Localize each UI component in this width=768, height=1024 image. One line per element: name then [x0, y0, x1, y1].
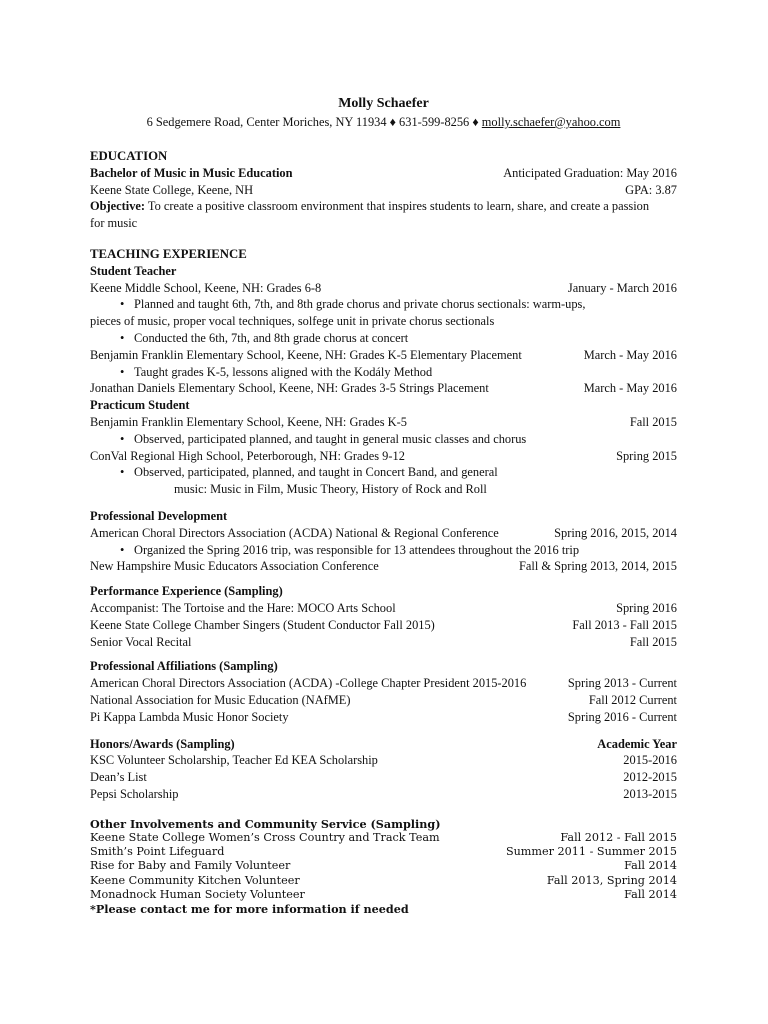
entry-text: Monadnock Human Society Volunteer	[90, 887, 305, 901]
job-row	[90, 280, 677, 297]
job-date: January - March 2016	[567, 280, 677, 295]
entry-row	[90, 845, 677, 859]
entry-text: KSC Volunteer Scholarship, Teacher Ed KEA Scholarship	[90, 753, 378, 768]
footnote: *Please contact me for more information if needed	[90, 901, 409, 916]
entry-date: Fall 2015	[629, 634, 677, 649]
other-involvements-section	[90, 817, 677, 916]
degree: Bachelor of Music in Music Education	[90, 165, 293, 180]
objective-label: Objective:	[90, 199, 146, 214]
entry-row	[90, 769, 677, 786]
entry-date: Spring 2013 - Current	[567, 676, 677, 691]
entry-row	[90, 709, 677, 726]
entry-row	[90, 888, 677, 902]
entry-row	[90, 558, 677, 575]
entry-text: Senior Vocal Recital	[90, 634, 192, 649]
entry-row	[90, 692, 677, 709]
bullet-item: • Organized the Spring 2016 trip, was responsible for 13 attendees throughout the 2016 trip	[90, 542, 677, 559]
entry-date: Spring 2016	[616, 600, 677, 615]
entry-date: Summer 2011 - Summer 2015	[505, 845, 677, 859]
education-heading: EDUCATION	[90, 149, 168, 163]
teaching-heading: TEACHING EXPERIENCE	[90, 246, 247, 261]
entry-text: Pepsi Scholarship	[90, 786, 179, 801]
entry-text: Keene State College Chamber Singers (Student Conductor Fall 2015)	[90, 617, 435, 632]
entry-text: Pi Kappa Lambda Music Honor Society	[90, 709, 289, 724]
job-title: Jonathan Daniels Elementary School, Keene, NH: Grades 3-5 Strings Placement	[90, 381, 489, 396]
entry-date: Fall 2012 - Fall 2015	[560, 830, 677, 844]
bullet-continuation: music: Music in Film, Music Theory, History of Rock and Roll	[174, 482, 487, 497]
entry-date: Fall 2014	[624, 887, 677, 901]
contact-line	[90, 115, 677, 130]
entry-date: Fall 2014	[624, 859, 677, 873]
entry-row	[90, 874, 677, 888]
entry-date: Fall 2013, Spring 2014	[546, 873, 677, 887]
bullet-continuation: pieces of music, proper vocal techniques, solfege unit in private chorus sectionals	[90, 314, 495, 329]
entry-row	[90, 675, 677, 692]
honors-section	[90, 736, 677, 803]
job-row	[90, 414, 677, 431]
job-date: March - May 2016	[583, 381, 677, 396]
practicum-heading: Practicum Student	[90, 398, 190, 413]
entry-date: 2013-2015	[623, 786, 677, 801]
resume	[90, 92, 677, 916]
address-phone: 6 Sedgemere Road, Center Moriches, NY 11934 ♦ 631-599-8256 ♦	[146, 115, 479, 129]
objective-text-cont: for music	[90, 216, 138, 231]
bullet-item: • Planned and taught 6th, 7th, and 8th grade chorus and private chorus sectionals: warm-ups,	[90, 296, 677, 313]
entry-row	[90, 859, 677, 873]
entry-date: Spring 2016, 2015, 2014	[554, 525, 677, 540]
entry-row	[90, 600, 677, 617]
education-section	[90, 148, 677, 232]
entry-row	[90, 525, 677, 542]
entry-text: American Choral Directors Association (ACDA) -College Chapter President 2015-2016	[90, 676, 527, 691]
entry-date: Fall & Spring 2013, 2014, 2015	[519, 559, 677, 574]
entry-date: Fall 2013 - Fall 2015	[572, 617, 677, 632]
entry-text: National Association for Music Education (NAfME)	[90, 692, 351, 707]
entry-text: Accompanist: The Tortoise and the Hare: MOCO Arts School	[90, 600, 396, 615]
entry-text: Rise for Baby and Family Volunteer	[90, 859, 291, 873]
degree-row	[90, 165, 677, 182]
entry-text: Smith’s Point Lifeguard	[90, 845, 225, 859]
bullet-item: • Observed, participated planned, and taught in general music classes and chorus	[90, 431, 677, 448]
professional-development-heading: Professional Development	[90, 508, 228, 523]
entry-date: Spring 2016 - Current	[567, 709, 677, 724]
email-link[interactable]: molly.schaefer@yahoo.com	[481, 115, 621, 129]
objective-text: To create a positive classroom environment that inspires students to learn, share, and create a passion	[145, 199, 650, 214]
job-title: Benjamin Franklin Elementary School, Keene, NH: Grades K-5	[90, 414, 407, 429]
bullet-item: • Observed, participated, planned, and taught in Concert Band, and general	[90, 464, 677, 481]
teaching-section	[90, 246, 677, 498]
entry-row	[90, 831, 677, 845]
entry-row	[90, 786, 677, 803]
professional-development-section	[90, 508, 677, 575]
job-title: Benjamin Franklin Elementary School, Keene, NH: Grades K-5 Elementary Placement	[90, 347, 522, 362]
entry-date: Fall 2012 Current	[588, 692, 677, 707]
job-title: Keene Middle School, Keene, NH: Grades 6-8	[90, 280, 322, 295]
candidate-name: Molly Schaefer	[338, 96, 429, 111]
academic-year-heading: Academic Year	[597, 736, 677, 751]
job-row	[90, 347, 677, 364]
entry-date: 2012-2015	[623, 770, 677, 785]
entry-text: New Hampshire Music Educators Association Conference	[90, 559, 379, 574]
honors-heading: Honors/Awards (Sampling)	[90, 736, 235, 751]
job-date: Spring 2015	[616, 448, 677, 463]
other-involvements-heading: Other Involvements and Community Service (Sampling)	[90, 816, 441, 831]
bullet-item: • Conducted the 6th, 7th, and 8th grade chorus at concert	[90, 330, 677, 347]
honors-heading-row	[90, 736, 677, 753]
entry-row	[90, 617, 677, 634]
entry-text: Keene State College Women’s Cross Country and Track Team	[90, 830, 440, 844]
affiliations-section	[90, 658, 677, 725]
performance-heading: Performance Experience (Sampling)	[90, 584, 283, 599]
entry-date: 2015-2016	[623, 753, 677, 768]
school-row	[90, 182, 677, 199]
entry-row	[90, 752, 677, 769]
performance-section	[90, 583, 677, 650]
job-date: March - May 2016	[583, 347, 677, 362]
gpa: GPA: 3.87	[625, 182, 677, 197]
school: Keene State College, Keene, NH	[90, 182, 254, 197]
student-teacher-heading: Student Teacher	[90, 263, 177, 278]
entry-text: American Choral Directors Association (ACDA) National & Regional Conference	[90, 525, 499, 540]
entry-text: Keene Community Kitchen Volunteer	[90, 873, 300, 887]
job-row	[90, 380, 677, 397]
job-title: ConVal Regional High School, Peterborough, NH: Grades 9-12	[90, 448, 405, 463]
bullet-item: • Taught grades K-5, lessons aligned with the Kodály Method	[90, 364, 677, 381]
entry-text: Dean’s List	[90, 770, 147, 785]
job-row	[90, 448, 677, 465]
entry-row	[90, 634, 677, 651]
job-date: Fall 2015	[629, 414, 677, 429]
objective	[90, 198, 677, 215]
affiliations-heading: Professional Affiliations (Sampling)	[90, 659, 278, 674]
degree-date: Anticipated Graduation: May 2016	[503, 165, 677, 180]
